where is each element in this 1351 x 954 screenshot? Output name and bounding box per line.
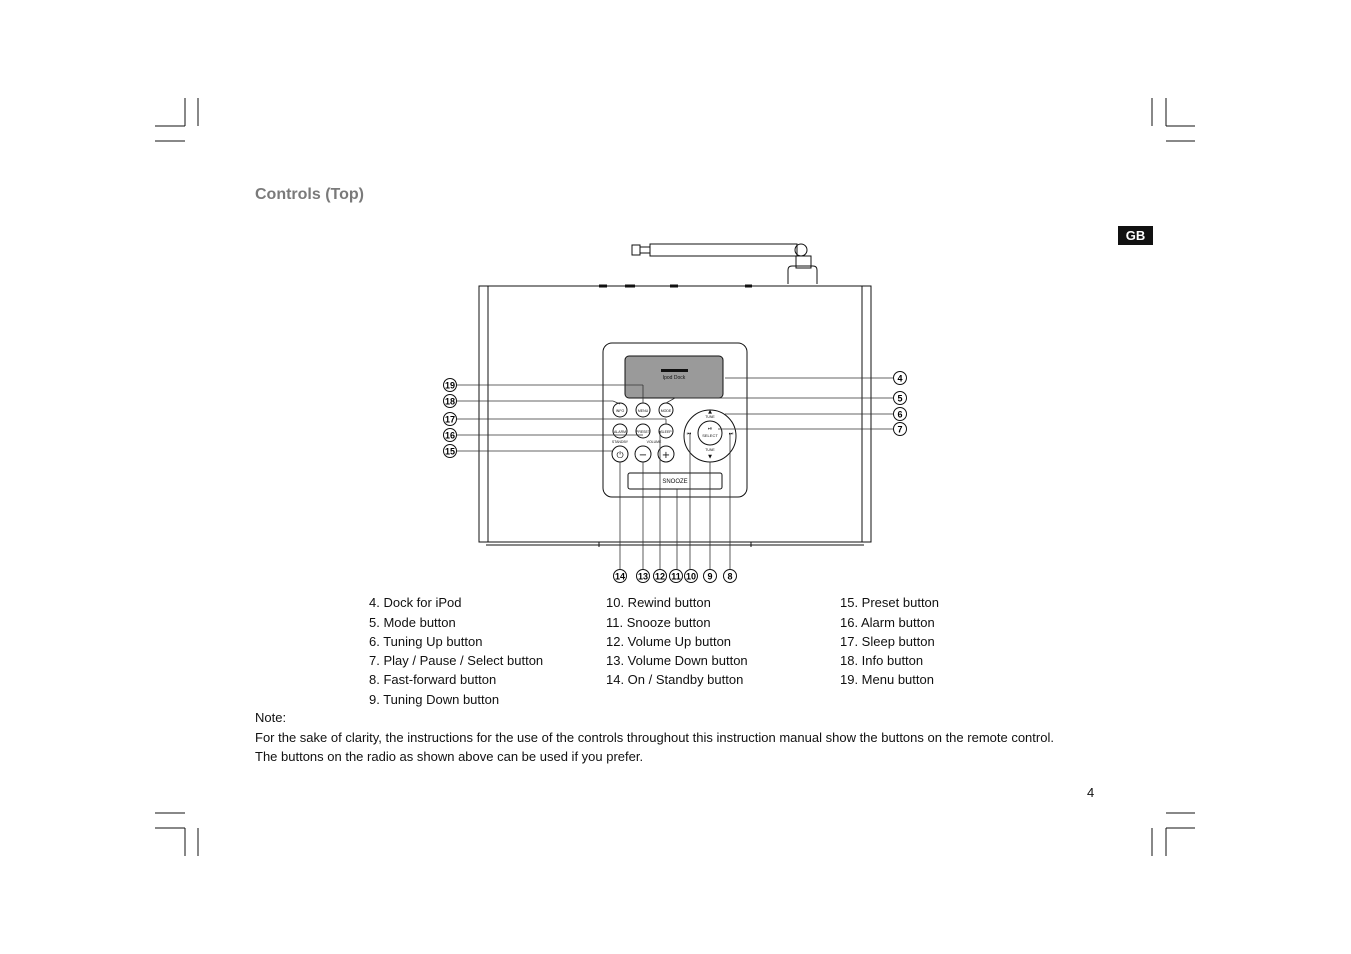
callout-19 [444,379,457,392]
svg-text:13: 13 [637,571,649,582]
callout-4 [894,372,907,385]
legend-item: 15. Preset button [840,595,940,610]
callout-5 [894,392,907,405]
legend-item: 17. Sleep button [840,634,935,649]
volume-label: VOLUME [646,440,662,444]
menu-btn-label: MENU [637,409,649,413]
svg-text:18: 18 [444,396,456,407]
svg-text:−: − [638,450,648,461]
alarm-btn-label: ALARM [613,430,627,434]
svg-text:5: 5 [897,393,903,404]
note-line-2: The buttons on the radio as shown above can be used if you prefer. [255,749,644,764]
language-tab: GB [1118,226,1153,245]
svg-text:+: + [661,450,671,461]
standby-label: STANDBY [611,440,629,444]
legend-item: 10. Rewind button [606,595,711,610]
mode-btn-label: MODE [660,409,672,413]
page-title: Controls (Top) [255,186,365,203]
svg-text:4: 4 [897,373,903,384]
page-number: 4 [1087,785,1095,800]
svg-text:12: 12 [654,571,666,582]
legend-item: 13. Volume Down button [606,653,748,668]
legend-item: 5. Mode button [369,615,456,630]
sleep-btn-label: SLEEP [660,430,672,434]
callout-14 [614,570,627,583]
svg-text:8: 8 [727,571,733,582]
svg-text:15: 15 [444,446,456,457]
preset-btn-label: PRESET [635,430,651,434]
legend-item: 4. Dock for iPod [369,595,462,610]
callout-7 [894,423,907,436]
svg-text:▼: ▼ [708,454,712,460]
callout-17 [444,413,457,426]
legend-item: 11. Snooze button [606,615,711,630]
svg-text:17: 17 [444,414,456,425]
legend-item: 18. Info button [840,653,924,668]
legend-item: 9. Tuning Down button [369,692,500,707]
callout-13 [637,570,650,583]
svg-text:▲: ▲ [708,409,712,415]
svg-text:10: 10 [685,571,697,582]
callout-15 [444,445,457,458]
svg-text:7: 7 [897,424,903,435]
note-label: Note: [255,710,287,725]
callout-9 [704,570,717,583]
callouts [444,372,907,583]
legend-item: 6. Tuning Up button [369,634,483,649]
callout-10 [685,570,698,583]
callout-16 [444,429,457,442]
tune-up-label: TUNE [705,415,715,419]
svg-text:⏭: ⏭ [728,431,734,437]
callout-8 [724,570,737,583]
note-line-1: For the sake of clarity, the instructions for the use of the controls throughout this instruction manual show the buttons on the remote control. [255,730,1054,745]
control-panel [603,343,747,497]
info-btn-label: INFO [615,409,625,413]
svg-text:19: 19 [444,380,456,391]
svg-text:16: 16 [444,430,456,441]
callout-6 [894,408,907,421]
radio-body [479,286,871,547]
svg-text:⏻: ⏻ [616,451,624,461]
svg-text:11: 11 [671,571,681,582]
legend-item: 19. Menu button [840,672,934,687]
callout-11 [670,570,683,583]
legend-item: 16. Alarm button [840,615,935,630]
svg-text:6: 6 [897,409,903,420]
svg-text:9: 9 [707,571,713,582]
tune-down-label: TUNE [705,448,715,452]
legend-item: 12. Volume Up button [606,634,732,649]
legend-item: 8. Fast-forward button [369,672,497,687]
snooze-label: SNOOZE [662,479,688,485]
legend-item: 7. Play / Pause / Select button [369,653,544,668]
select-label: SELECT [702,433,718,438]
svg-text:⏯: ⏯ [707,426,713,432]
legend-item: 14. On / Standby button [606,672,744,687]
svg-text:⏮: ⏮ [686,431,692,437]
antenna [632,244,817,284]
dock-label: Ipod Dock [662,375,686,381]
callout-12 [654,570,667,583]
svg-text:14: 14 [614,571,626,582]
callout-18 [444,395,457,408]
